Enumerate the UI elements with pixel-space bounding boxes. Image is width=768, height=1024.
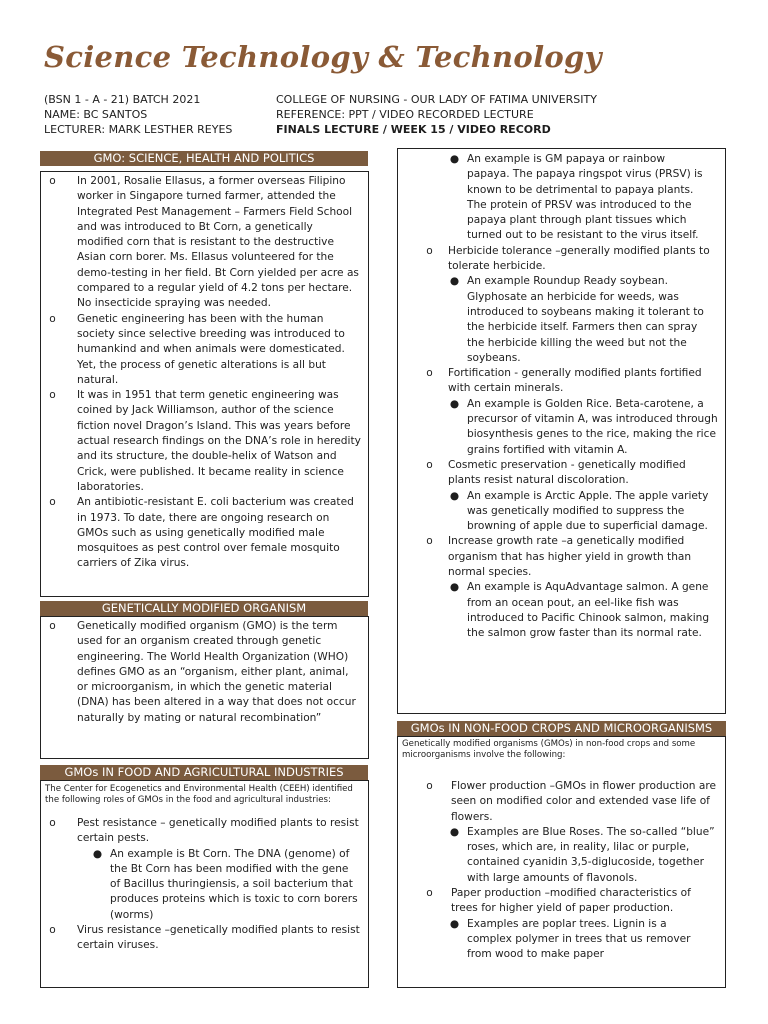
section-heading-gmo: GMO: SCIENCE, HEALTH AND POLITICS bbox=[40, 151, 368, 166]
organism-section-box bbox=[40, 616, 369, 759]
list-item: o Flower production –GMOs in flower production are seen on modified color and extended vase life of flowers. bbox=[398, 779, 725, 825]
open-bullet-icon: o bbox=[426, 887, 433, 900]
list-item: o It was in 1951 that term genetic engineering was coined by Jack Williamson, author of the science fiction novel Dragon’s Island. This was years before actual research findings on the DNA’s role in heredity and its structure, the double-helix of Watson and Crick, were published. It became reality in science laboratories. bbox=[41, 388, 368, 495]
header-left bbox=[44, 92, 232, 137]
header-right bbox=[276, 92, 597, 137]
sub-list-item: ● An example Roundup Ready soybean. Glyphosate an herbicide for weeds, was introduced to soybeans making it tolerant to the herbicide itself. Farmers then can spray the herbicide killing the weed but not the soybeans. bbox=[398, 274, 725, 366]
section-heading-organism: GENETICALLY MODIFIED ORGANISM bbox=[40, 601, 368, 616]
sub-list-item: ● An example is GM papaya or rainbow papaya. The papaya ringspot virus (PRSV) is known to be detrimental to papaya plants. The protein of PRSV was introduced to the papaya plant through plant tissues which turned out to be resistant to the virus itself. bbox=[398, 152, 725, 244]
open-bullet-icon: o bbox=[426, 244, 433, 257]
food-section-box bbox=[40, 780, 369, 988]
filled-bullet-icon: ● bbox=[92, 847, 103, 860]
open-bullet-icon: o bbox=[49, 817, 56, 829]
sub-list-item: ● An example is AquAdvantage salmon. A gene from an ocean pout, an eel-like fish was introduced to Pacific Chinook salmon, making the salmon grow faster than its normal rate. bbox=[398, 580, 725, 641]
open-bullet-icon: o bbox=[49, 924, 56, 937]
batch-line: (BSN 1 - A - 21) BATCH 2021 bbox=[44, 93, 201, 106]
list-item: o Cosmetic preservation - genetically modified plants resist natural discoloration. bbox=[398, 458, 725, 489]
sub-list-item: ● An example is Golden Rice. Beta-carotene, a precursor of vitamin A, was introduced through biosynthesis genes to the rice, making the rice grains fortified with vitamin A. bbox=[398, 397, 725, 458]
list-item: o Genetically modified organism (GMO) is the term used for an organism created through genetic engineering. The World Health Organization (WHO) defines GMO as an “organism, either plant, animal, or microorganism, in which the genetic material (DNA) has been altered in a way that does not occur naturally by mating or natural recombination” bbox=[41, 619, 368, 726]
open-bullet-icon: o bbox=[49, 312, 56, 325]
reference-line: REFERENCE: PPT / VIDEO RECORDED LECTURE bbox=[276, 108, 534, 121]
filled-bullet-icon: ● bbox=[449, 153, 460, 165]
open-bullet-icon: o bbox=[49, 496, 56, 509]
list-item: o Increase growth rate –a genetically modified organism that has higher yield in growth than normal species. bbox=[398, 534, 725, 580]
sub-list-item: ● An example is Arctic Apple. The apple variety was genetically modified to suppress the browning of apple due to superficial damage. bbox=[398, 489, 725, 535]
open-bullet-icon: o bbox=[426, 367, 433, 380]
name-line: NAME: BC SANTOS bbox=[44, 108, 148, 121]
open-bullet-icon: o bbox=[49, 389, 56, 402]
filled-bullet-icon: ● bbox=[449, 275, 460, 288]
section-heading-food: GMOs IN FOOD AND AGRICULTURAL INDUSTRIES bbox=[40, 765, 368, 780]
open-bullet-icon: o bbox=[426, 780, 433, 792]
list-item: o Fortification - generally modified plants fortified with certain minerals. bbox=[398, 366, 725, 397]
sub-list-item: ● Examples are poplar trees. Lignin is a complex polymer in trees that us remover from wood to make paper bbox=[398, 917, 725, 963]
section-heading-nonfood: GMOs IN NON-FOOD CROPS AND MICROORGANISMS bbox=[397, 721, 726, 736]
list-item: o Genetic engineering has been with the human society since selective breeding was introduced to humankind and when animals were domesticated. Yet, the process of genetic alterations is all but natural. bbox=[41, 312, 368, 388]
sub-list-item: ● An example is Bt Corn. The DNA (genome) of the Bt Corn has been modified with the gene of Bacillus thuringiensis, a soil bacterium that produces proteins which is toxic to corn borers (worms) bbox=[41, 847, 368, 923]
filled-bullet-icon: ● bbox=[449, 581, 460, 594]
filled-bullet-icon: ● bbox=[449, 825, 460, 838]
list-item: o Virus resistance –genetically modified plants to resist certain viruses. bbox=[41, 923, 368, 954]
filled-bullet-icon: ● bbox=[449, 397, 460, 410]
gmo-section-box bbox=[40, 171, 369, 597]
nonfood-intro: Genetically modified organisms (GMOs) in non-food crops and some microorganisms involve the following: bbox=[402, 739, 696, 760]
sub-list-item: ● Examples are Blue Roses. The so-called “blue” roses, which are, in reality, lilac or purple, contained cyanidin 3,5-diglucoside, together with large amounts of flavonols. bbox=[398, 825, 725, 886]
list-item: o Paper production –modified characteristics of trees for higher yield of paper production. bbox=[398, 886, 725, 917]
lecture-line: FINALS LECTURE / WEEK 15 / VIDEO RECORD bbox=[276, 123, 551, 136]
list-item: o An antibiotic-resistant E. coli bacterium was created in 1973. To date, there are ongoing research on GMOs such as using genetically modified male mosquitoes as pest control over female mosquito carriers of Zika virus. bbox=[41, 495, 368, 571]
college-line: COLLEGE OF NURSING - OUR LADY OF FATIMA UNIVERSITY bbox=[276, 93, 597, 106]
filled-bullet-icon: ● bbox=[449, 917, 460, 930]
open-bullet-icon: o bbox=[426, 535, 433, 548]
food-intro: The Center for Ecogenetics and Environmental Health (CEEH) identified the following roles of GMOs in the food and agricultural industries: bbox=[45, 784, 353, 805]
filled-bullet-icon: ● bbox=[449, 489, 460, 502]
document-title: Science Technology & Technology bbox=[44, 40, 602, 74]
open-bullet-icon: o bbox=[49, 620, 56, 632]
roles-continued-box bbox=[397, 148, 726, 714]
list-item: o Herbicide tolerance –generally modified plants to tolerate herbicide. bbox=[398, 244, 725, 275]
lecturer-line: LECTURER: MARK LESTHER REYES bbox=[44, 123, 233, 136]
list-item: o Pest resistance – genetically modified plants to resist certain pests. bbox=[41, 816, 368, 847]
nonfood-section-box bbox=[397, 736, 726, 988]
list-item: o In 2001, Rosalie Ellasus, a former overseas Filipino worker in Singapore turned farmer, attended the Integrated Pest Management – Farmers Field School and was introduced to Bt Corn, a genetically modified corn that is resistant to the destructive Asian corn borer. Ms. Ellasus volunteered for the demo-testing in her field. Bt Corn yielded per acre as compared to a regular yield of 4.2 tons per hectare. No insecticide spraying was needed. bbox=[41, 174, 368, 312]
open-bullet-icon: o bbox=[426, 458, 433, 471]
open-bullet-icon: o bbox=[49, 175, 56, 187]
